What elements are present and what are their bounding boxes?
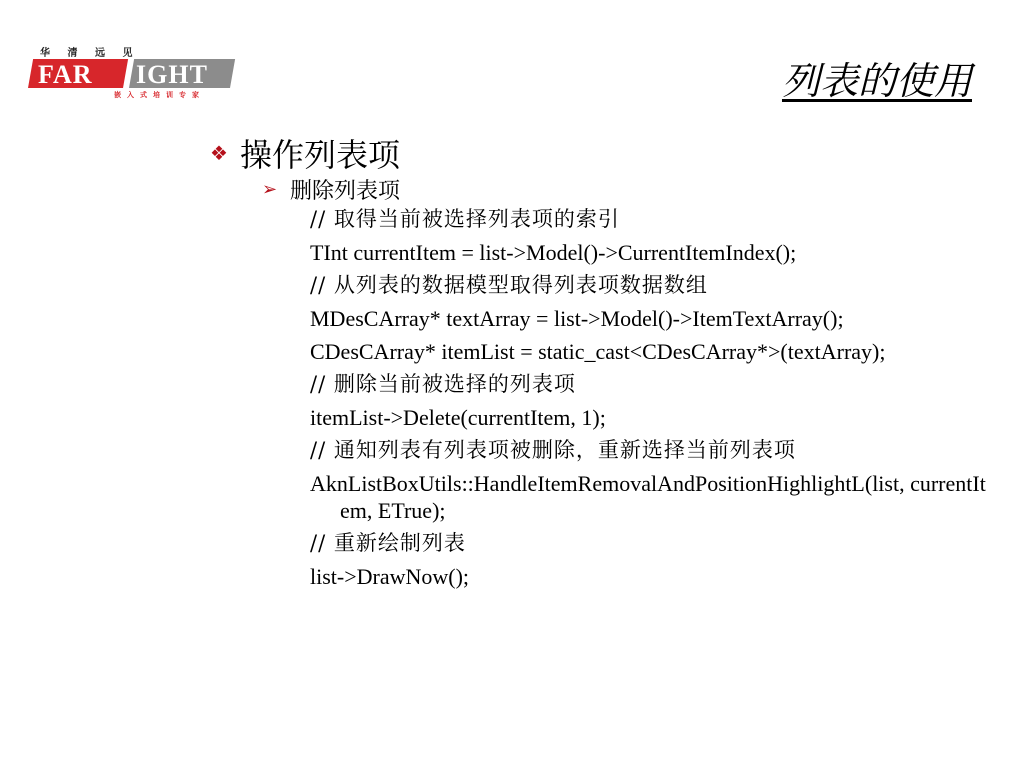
logo-word-far: FAR [38, 60, 93, 89]
bullet-level-1-text: 操作列表项 [240, 136, 401, 174]
code-comment: // 删除当前被选择的列表项 [310, 372, 576, 396]
code-line: list->DrawNow(); [310, 564, 470, 589]
code-line: MDesCArray* textArray = list->Model()->ItemTextArray(); [310, 306, 844, 331]
code-comment: // 取得当前被选择列表项的索引 [310, 207, 620, 231]
logo-tagline: 嵌入式培训专家 [114, 91, 205, 99]
code-comment: // 重新绘制列表 [310, 531, 466, 555]
code-line: itemList->Delete(currentItem, 1); [310, 405, 606, 430]
slide-title: 列表的使用 [781, 59, 972, 103]
bullet-level-2 [262, 174, 400, 205]
logo-chinese-name: 华 清 远 见 [40, 48, 140, 59]
bullet-level-2-text: 删除列表项 [290, 179, 401, 204]
logo-bar [28, 59, 232, 88]
arrow-bullet-icon: ➢ [262, 179, 278, 200]
code-comment: // 通知列表有列表项被删除，重新选择当前列表项 [310, 438, 796, 462]
bullet-level-1 [210, 130, 400, 176]
code-block [310, 206, 990, 596]
diamond-bullet-icon: ❖ [210, 141, 228, 165]
logo-word-ight: IGHT [136, 60, 208, 89]
code-line: CDesCArray* itemList = static_cast<CDesCArray*>(textArray); [310, 339, 886, 364]
farsight-logo [28, 44, 234, 102]
code-line: AknListBoxUtils::HandleItemRemovalAndPositionHighlightL(list, currentItem, ETrue); [310, 471, 986, 523]
code-comment: // 从列表的数据模型取得列表项数据数组 [310, 273, 708, 297]
code-line: TInt currentItem = list->Model()->CurrentItemIndex(); [310, 240, 797, 265]
